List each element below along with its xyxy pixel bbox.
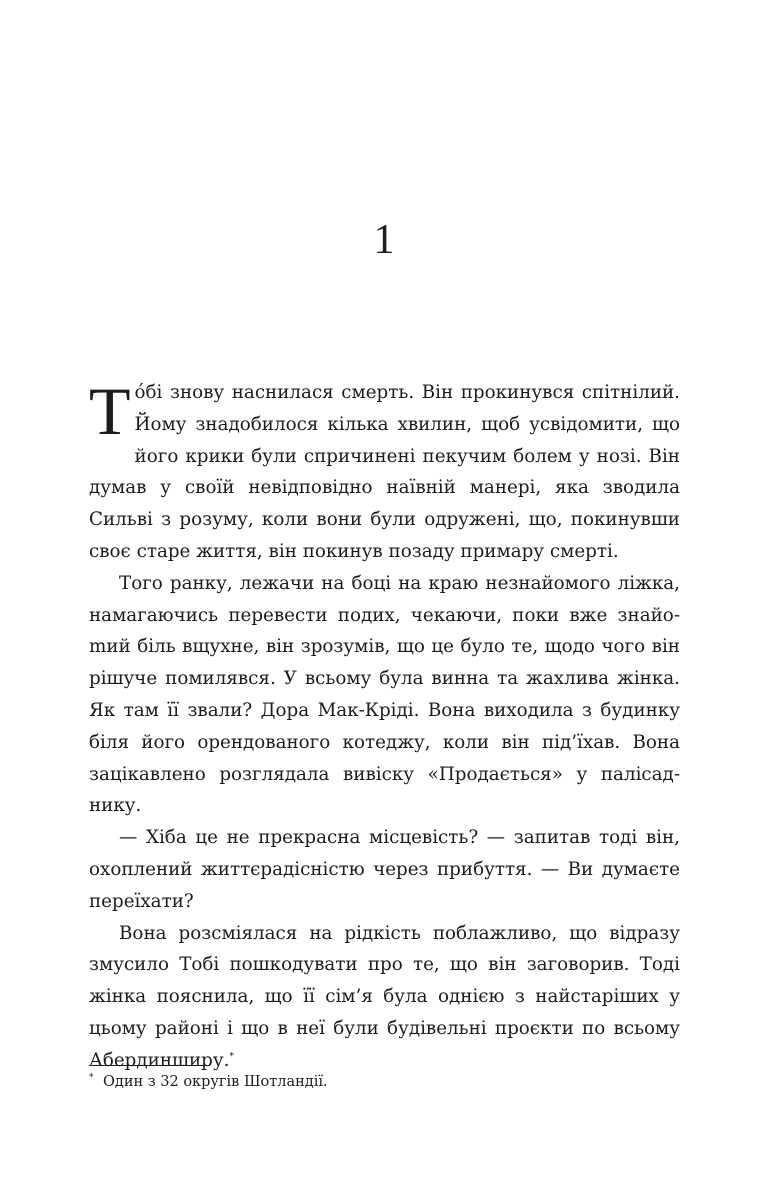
chapter-number: 1: [373, 217, 395, 263]
paragraph-4-text: Вона розсміялася на рідкість поблажливо, що відразу змусило Тобі пошкодувати про те, що він заговорив. Тоді жінка пояснила, що її сім’я була однією з найстаріших у цьому районі і що в неї були будівельні проєкти по всьому Абердинширу.: [89, 922, 680, 1071]
footnote-text: Один з 32 округів Шотландії.: [103, 1074, 328, 1090]
paragraph-4: [89, 918, 680, 1077]
paragraph-3: — Хіба це не прекрасна місцевість? — запитав тоді він, охоплений життєрадісністю через прибуття. — Ви думаєте переїхати?: [89, 827, 680, 912]
drop-cap: Т: [89, 373, 131, 449]
footnote: * Один з 32 округів Шотландії.: [89, 1073, 328, 1090]
paragraph-1: [89, 373, 680, 568]
paragraph-1-text: óбі знову наснилася смерть. Він прокинувся спітнілий. Йому знадобилося кілька хвилин, щоб усвідомити, що його крики були спричинені пекучим болем у нозі. Він думав у своїй невідповідно наївній манері, яка зводила Сильві з розуму, коли вони були одружені, що, покинувши своє старе життя, він покинув позаду примару смерті.: [89, 382, 680, 562]
paragraph-2: Того ранку, лежачи на боці на краю незнайомого ліжка, намагаючись перевести подих, чекаючи, поки вже знайоmий біль вщухне, він зрозумів, що це було те, щодо чого він рішуче помилявся. У всьому була винна та жахлива жінка. Як там її звали? Дора Мак-Кріді. Вона виходила з будинку біля його орендованого котеджу, коли він під’їхав. Вона зацікавлено розглядала вивіску «Продається» у палісаднику.: [89, 572, 680, 817]
footnote-reference[interactable]: *: [229, 1051, 234, 1062]
body-text: [89, 373, 680, 1077]
footnote-divider: [89, 1065, 207, 1066]
